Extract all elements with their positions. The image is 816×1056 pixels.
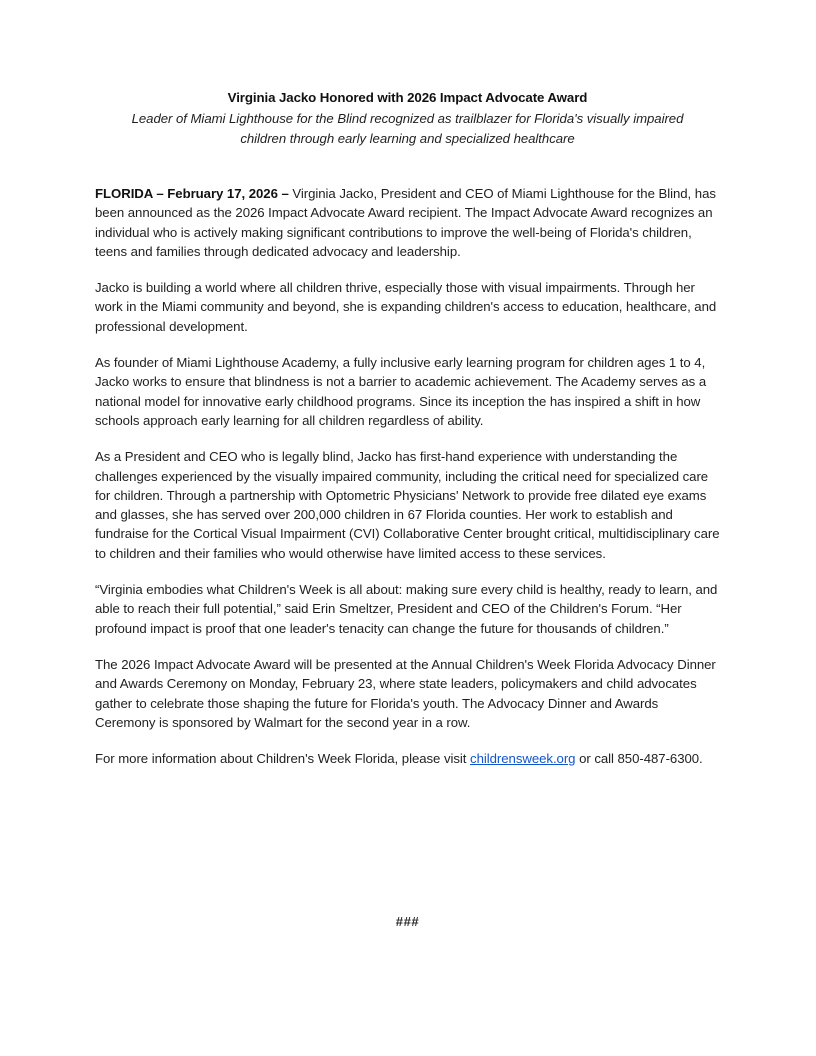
body-paragraph-5: The 2026 Impact Advocate Award will be presented at the Annual Children's Week Florida Advocacy Dinner and Awards Ceremony on Monday, February 23, where state leaders, policymakers and child advocates gather to celebrate those shaping the future for Florida's youth. The Advocacy Dinner and Awards Ceremony is sponsored by Walmart for the second year in a row. xyxy=(95,656,716,730)
contact-paragraph xyxy=(95,749,720,768)
quote-paragraph: “Virginia embodies what Children's Week is all about: making sure every child is healthy, ready to learn, and able to reach their full potential,” said Erin Smeltzer, President and CEO of the Children's Forum. “Her profound impact is proof that one leader's tenacity can change the future for thousands of children.” xyxy=(95,582,718,636)
page-title: Virginia Jacko Honored with 2026 Impact Advocate Award xyxy=(227,90,588,105)
body-paragraph-2: As founder of Miami Lighthouse Academy, a fully inclusive early learning program for children ages 1 to 4, Jacko works to ensure that blindness is not a barrier to academic achievement. The Academy serves as a national model for innovative early childhood programs. Since its inception the has inspired a shift in how schools approach early learning for all children regardless of ability. xyxy=(95,355,707,428)
contact-text-before: For more information about Children's Week Florida, please visit xyxy=(95,751,471,767)
dateline-lead: FLORIDA – February 17, 2026 – xyxy=(95,186,289,201)
body-paragraph-1: Jacko is building a world where all children thrive, especially those with visual impairments. Through her work in the Miami community and beyond, she is expanding children's access to education, healthcare, and professional development. xyxy=(95,280,717,334)
contact-text-after: or call 850-487-6300. xyxy=(575,751,703,767)
body-paragraph-3: As a President and CEO who is legally blind, Jacko has first-hand experience with understanding the challenges experienced by the visually impaired community, including the critical need for specialized care for children. Through a partnership with Optometric Physicians' Network to provide free dilated eye exams and glasses, she has served over 200,000 children in 67 Florida counties. Her work to establish and fundraise for the Cortical Visual Impairment (CVI) Collaborative Center brought critical, multidisciplinary care to children and their families who would otherwise have limited access to these services. xyxy=(95,449,720,561)
dateline-text: Virginia Jacko, President and CEO of Miami Lighthouse for the Blind, has been announced as the 2026 Impact Advocate Award recipient. The Impact Advocate Award recognizes an individual who is actively making significant contributions to improve the well-being of Florida's children, teens and families through dedicated advocacy and leadership. xyxy=(95,186,716,259)
childrensweek-website-link[interactable]: childrensweek.org xyxy=(470,751,576,767)
document-body xyxy=(95,88,720,929)
subheadline: Leader of Miami Lighthouse for the Blind recognized as trailblazer for Florida's visually impaired children through early learning and specialized healthcare xyxy=(131,111,684,146)
end-mark: ### xyxy=(395,914,420,929)
dateline-paragraph xyxy=(95,184,720,261)
